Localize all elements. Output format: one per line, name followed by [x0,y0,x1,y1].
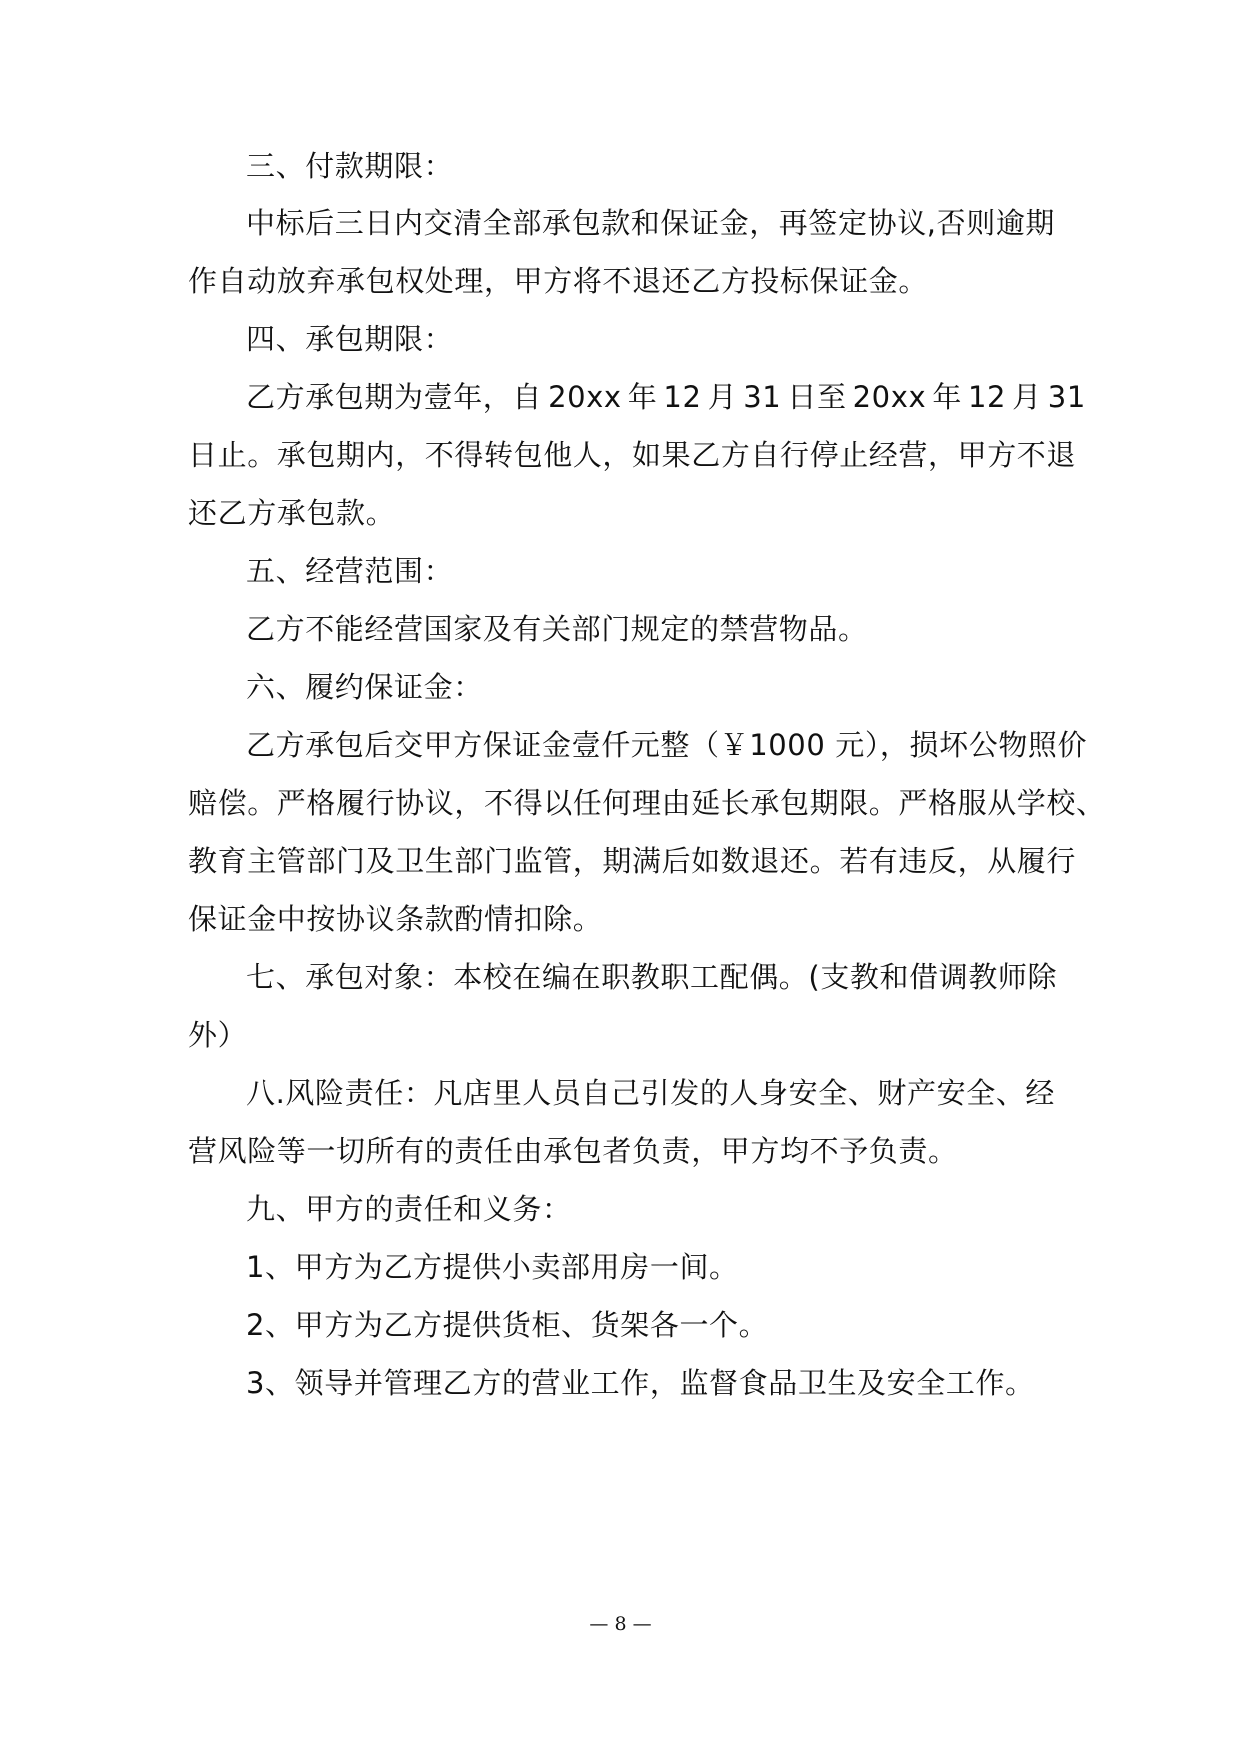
start-month: 12 [663,380,702,414]
section-7-text-line-2: 外） [188,1018,248,1052]
section-9-item-2: 2、甲方为乙方提供货柜、货架各一个。 [246,1308,769,1342]
end-year: 20xx [852,380,927,414]
section-4-text-line-2: 日止。承包期内，不得转包他人，如果乙方自行停止经营，甲方不退 [188,438,1077,472]
section-6-text-line-2: 赔偿。严格履行协议，不得以任何理由延长承包期限。严格服从学校、 [188,786,1106,820]
section-5-heading: 五、经营范围： [246,554,454,588]
start-year-unit: 年 [627,380,658,414]
section-6-text-line-1: 乙方承包后交甲方保证金壹仟元整（￥1000 元），损坏公物照价 [246,728,1088,762]
section-4-term-dates-line [246,377,1086,417]
section-3-heading: 三、付款期限： [246,149,454,183]
end-day: 31 [1047,380,1086,414]
section-3-text-line-1: 中标后三日内交清全部承包款和保证金，再签定协议,否则逾期 [246,206,1056,240]
page-number: — 8 — [589,1613,652,1635]
start-day: 31 [743,380,782,414]
section-6-heading: 六、履约保证金： [246,670,483,704]
section-6-text-line-3: 教育主管部门及卫生部门监管，期满后如数退还。若有违反，从履行 [188,844,1077,878]
section-3-text-line-2: 作自动放弃承包权处理，甲方将不退还乙方投标保证金。 [188,264,929,298]
section-5-text-line-1: 乙方不能经营国家及有关部门规定的禁营物品。 [246,612,868,646]
section-8-text-line-1: 八.风险责任：凡店里人员自己引发的人身安全、财产安全、经 [246,1076,1056,1110]
end-year-unit: 年 [932,380,962,414]
start-month-unit: 月 [707,380,738,414]
start-year: 20xx [548,380,622,414]
section-9-heading: 九、甲方的责任和义务： [246,1192,572,1226]
section-6-text-line-4: 保证金中按协议条款酌情扣除。 [188,902,603,936]
end-month: 12 [967,380,1007,414]
section-4-text-line-3: 还乙方承包款。 [188,496,396,530]
term-intro-text: 乙方承包期为壹年，自 [246,380,543,414]
end-month-unit: 月 [1012,380,1042,414]
section-8-text-line-2: 营风险等一切所有的责任由承包者负责，甲方均不予负责。 [188,1134,958,1168]
section-7-text-line-1: 七、承包对象：本校在编在职教职工配偶。(支教和借调教师除 [246,960,1058,994]
section-9-item-1: 1、甲方为乙方提供小卖部用房一间。 [246,1250,739,1284]
section-4-heading: 四、承包期限： [246,322,454,356]
start-day-unit: 日至 [787,380,847,414]
section-9-item-3: 3、领导并管理乙方的营业工作，监督食品卫生及安全工作。 [246,1366,1035,1400]
